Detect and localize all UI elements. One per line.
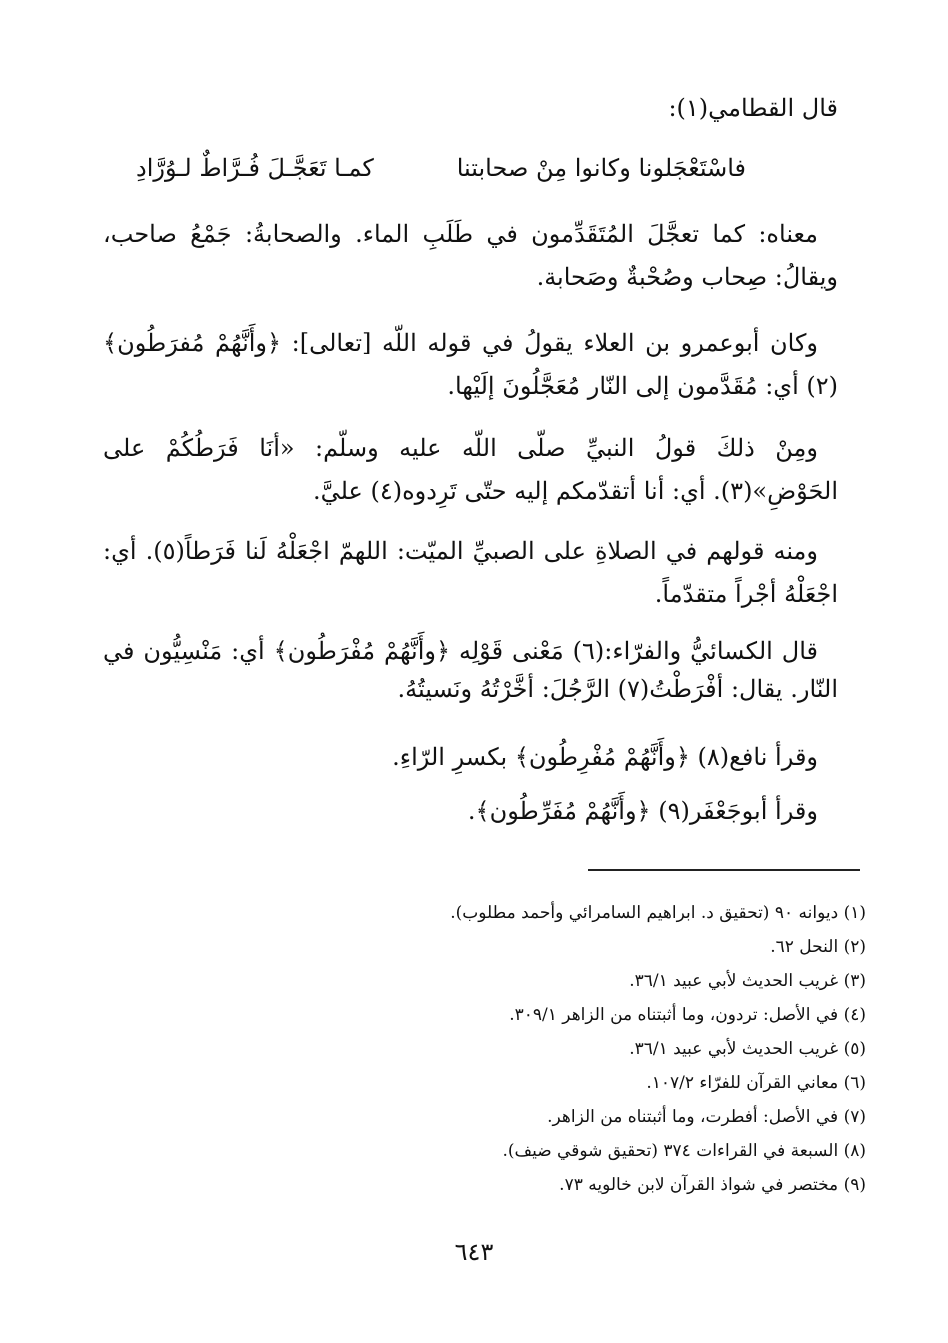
poem-verse [108, 148, 838, 192]
footnotes [106, 896, 866, 1202]
footnote-2: (٢) النحل ٦٢. [770, 937, 866, 957]
verse-second-hemistich: كمـا تَعَجَّـلَ فُـرَّاطٌ لـوُرَّادِ [136, 154, 374, 182]
intro-line: قال القطامي(١): [668, 94, 838, 122]
verse-first-hemistich: فاسْتَعْجَلونا وكانوا مِنْ صحابتنا [456, 154, 746, 182]
paragraph-abu-jafar-reading: وقرأ أبوجَعْفَر(٩) ﴿وأَنَّهُمْ مُفَرِّطُون﴾. [467, 797, 818, 825]
footnote-6: (٦) معاني القرآن للفرّاء ١٠٧/٢. [646, 1073, 866, 1093]
footnote-8: (٨) السبعة في القراءات ٣٧٤ (تحقيق شوقي ضيف). [502, 1141, 866, 1161]
footnote-3: (٣) غريب الحديث لأبي عبيد ٣٦/١. [629, 971, 866, 991]
paragraph-prayer: ومنه قولهم في الصلاةِ على الصبيِّ الميّت: اللهمّ اجْعَلْهُ لَنا فَرَطاً(٥). أي: اجْعَلْهُ أجْراً متقدّماً. [103, 537, 838, 608]
paragraph-nafi-reading: وقرأ نافع(٨) ﴿وأَنَّهُمْ مُفْرِطُون﴾ بكسرِ الرّاءِ. [392, 743, 818, 771]
footnote-9: (٩) مختصر في شواذ القرآن لابن خالويه ٧٣. [559, 1175, 866, 1195]
footnote-divider [588, 869, 860, 871]
footnote-5: (٥) غريب الحديث لأبي عبيد ٣٦/١. [629, 1039, 866, 1059]
paragraph-abu-amr: وكان أبوعمرو بن العلاء يقولُ في قوله اللّه [تعالى]: ﴿وأَنَّهُمْ مُفرَطُون﴾(٢) أي: مُقَدَّمون إلى النّار مُعَجَّلُونَ إلَيْها. [103, 329, 838, 400]
footnote-4: (٤) في الأصل: تردون، وما أثبتناه من الزاهر ٣٠٩/١. [509, 1005, 866, 1025]
footnote-7: (٧) في الأصل: أفطرت، وما أثبتناه من الزاهر. [547, 1107, 866, 1127]
paragraph-meaning: معناه: كما تعجَّلَ المُتَقَدِّمون في طَلَبِ الماء. والصحابةُ: جَمْعُ صاحب، ويقالُ: صِحاب وصُحْبةٌ وصَحابة. [103, 220, 838, 291]
footnote-1: (١) ديوانه ٩٠ (تحقيق د. ابراهيم السامرائي وأحمد مطلوب). [450, 903, 866, 923]
page-number: ٦٤٣ [454, 1238, 494, 1266]
paragraph-kisai: قال الكسائيُّ والفرّاء:(٦) مَعْنى قَوْلِه ﴿وأَنَّهُمْ مُفْرَطُون﴾ أي: مَنْسِيُّون في النّار. يقال: أفْرَطْتُ(٧) الرَّجُلَ: أخَّرْتُهُ ونَسيتُهُ. [103, 637, 838, 703]
paragraph-hadith: ومِنْ ذلكَ قولُ النبيِّ صلّى اللّه عليه وسلّم: «أنَا فَرَطُكُمْ على الحَوْضِ»(٣). أي: أنا أتقدّمكم إليه حتّى تَرِدوه(٤) عليَّ. [103, 434, 838, 505]
